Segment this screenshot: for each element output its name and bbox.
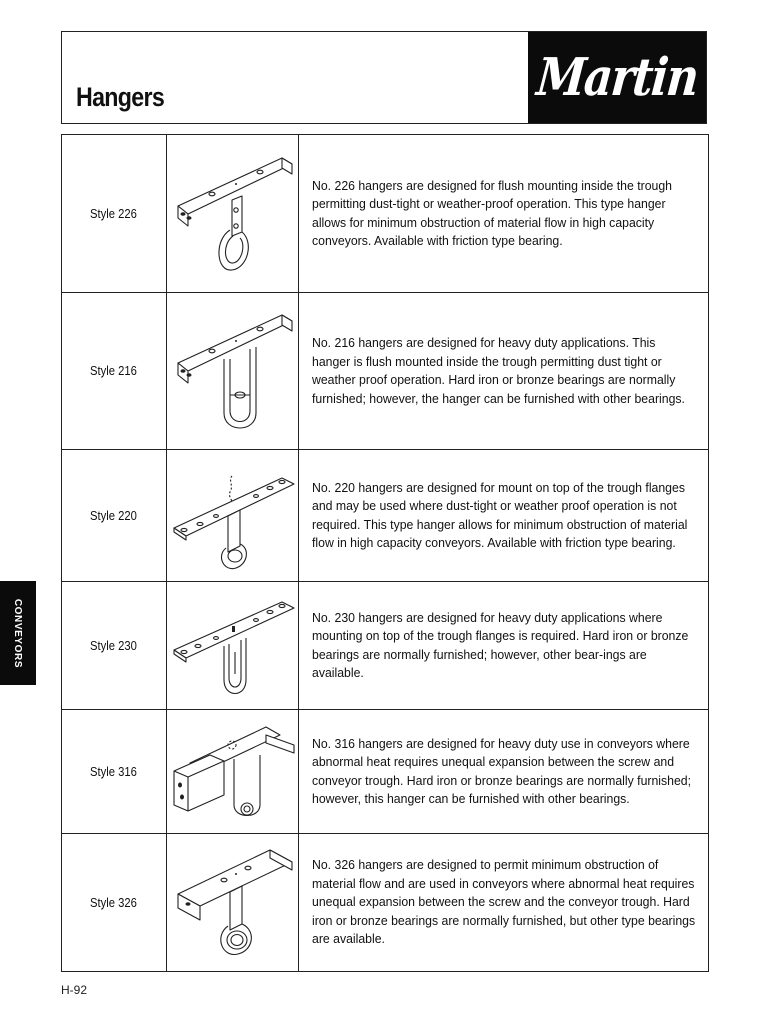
hanger-table	[61, 134, 709, 972]
table-row	[62, 293, 709, 450]
hanger-216-drawing	[170, 301, 296, 441]
page-title: Hangers	[76, 82, 165, 112]
hanger-226-drawing	[170, 144, 296, 284]
image-cell	[167, 135, 299, 293]
hanger-316-drawing	[170, 715, 296, 829]
table-row	[62, 450, 709, 582]
description-text: No. 216 hangers are designed for heavy duty applications. This hanger is flush mounted inside the trough permitting dust tight or weather proof operation. Hard iron or bronze bearings are normally furnished; however, the hanger can be furnished with other bearings.	[312, 335, 685, 406]
description-cell	[299, 293, 709, 450]
style-label: Style 220	[90, 508, 137, 523]
description-text: No. 226 hangers are designed for flush mounting inside the trough permitting dust-tight or weather-proof operation. This type hanger allows for minimum obstruction of material flow in high capacity conveyors. Available with friction type bearing.	[312, 177, 672, 248]
martin-logo	[528, 32, 706, 123]
description-text: No. 230 hangers are designed for heavy duty applications where mounting on top of the trough flanges is required. Hard iron or bronze bearings are normally furnished; however, other bear-ings are available.	[312, 609, 689, 680]
page-header	[61, 31, 707, 124]
style-label: Style 226	[90, 206, 137, 221]
style-label: Style 326	[90, 895, 137, 910]
description-text: No. 316 hangers are designed for heavy duty use in conveyors where abnormal heat requires unequal expansion between the screw and conveyor trough. Hard iron or bronze bearings are normally furnished; however, this hanger can be furnished with other bearings.	[312, 735, 692, 806]
table-row	[62, 834, 709, 972]
style-label: Style 316	[90, 764, 137, 779]
style-label-cell	[62, 135, 167, 293]
table-row	[62, 582, 709, 710]
style-label-cell	[62, 582, 167, 710]
image-cell	[167, 834, 299, 972]
description-cell	[299, 710, 709, 834]
table-row	[62, 135, 709, 293]
style-label-cell	[62, 710, 167, 834]
style-label-cell	[62, 450, 167, 582]
side-tab-label: CONVEYORS	[12, 598, 24, 668]
hanger-326-drawing	[170, 840, 296, 966]
image-cell	[167, 450, 299, 582]
description-cell	[299, 135, 709, 293]
style-label: Style 216	[90, 364, 137, 378]
description-text: No. 220 hangers are designed for mount on top of the trough flanges and may be used where dust-tight or weather proof operation is not required. This type hanger allows for minimum obstruction of material flow in high capacity conveyors. Available with friction type bearing.	[312, 479, 688, 550]
style-label: Style 230	[90, 638, 137, 653]
style-label-cell	[62, 293, 167, 450]
description-cell	[299, 450, 709, 582]
logo-text: Martin	[534, 47, 700, 108]
image-cell	[167, 710, 299, 834]
image-cell	[167, 582, 299, 710]
hanger-230-drawing	[170, 588, 296, 704]
description-cell	[299, 834, 709, 972]
page-number: H-92	[61, 983, 88, 997]
table-row	[62, 710, 709, 834]
section-side-tab	[0, 581, 36, 685]
style-label-cell	[62, 834, 167, 972]
description-cell	[299, 582, 709, 710]
image-cell	[167, 293, 299, 450]
description-text: No. 326 hangers are designed to permit minimum obstruction of material flow and are used in conveyors where abnormal heat requires unequal expansion between the screw and the conveyor trough. Hard iron or bronze bearings are normally furnished, but other type bearings are available.	[312, 857, 696, 947]
hanger-220-drawing	[170, 456, 296, 576]
